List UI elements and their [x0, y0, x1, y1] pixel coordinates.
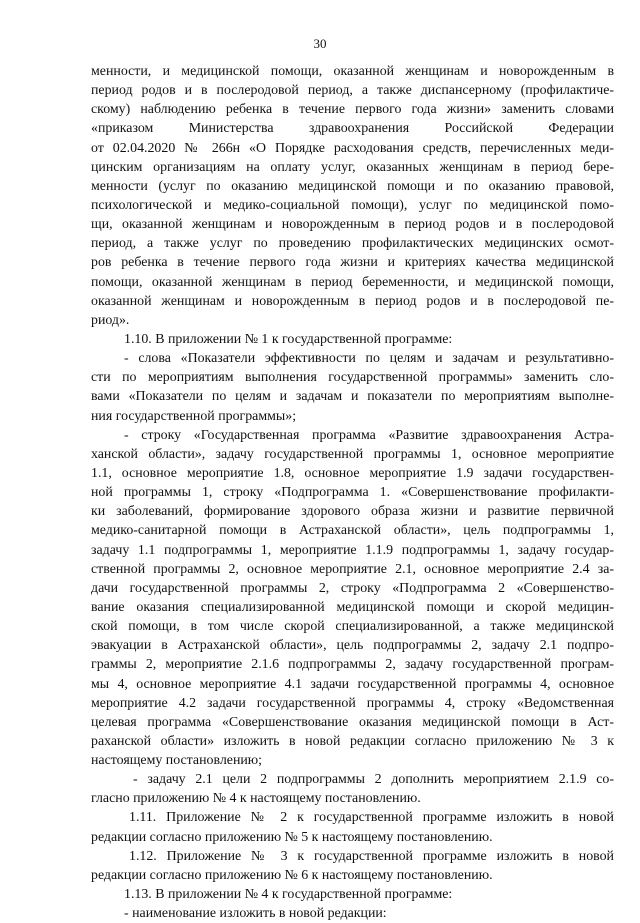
text-line: 1.10. В приложении № 1 к государственной программе: — [124, 331, 453, 347]
text-line: раханской области» изложить в новой редакции согласно приложению № 3 к — [91, 733, 614, 749]
text-line: эвакуации в Астраханской области», цель подпрограммы 2, задачу 2.1 подпро- — [91, 638, 614, 654]
text-line: гласно приложению № 4 к настоящему постановлению. — [91, 791, 421, 807]
text-line: период родов и в послеродовой период, а также диспансерному (профилактиче- — [91, 83, 614, 99]
text-line: медико-санитарной помощи в Астраханской области», цель подпрограммы 1, — [91, 523, 614, 539]
text-line: дачи государственной программы 2, строку «Подпрограмма 2 «Совершенство- — [91, 580, 614, 596]
text-line: настоящему постановлению; — [91, 753, 263, 769]
text-line: помощи, оказанной женщинам в период беременности, и медицинской помощи, — [91, 274, 614, 290]
text-line: риод». — [91, 312, 130, 328]
text-line: редакции согласно приложению № 6 к настоящему постановлению. — [91, 867, 493, 883]
text-line: редакции согласно приложению № 5 к настоящему постановлению. — [91, 829, 493, 845]
text-line: ния государственной программы»; — [91, 408, 297, 424]
text-line: - строку «Государственная программа «Развитие здравоохранения Астра- — [124, 427, 614, 443]
text-line: вание оказания специализированной медицинской помощи и скорой медицин- — [91, 599, 614, 615]
text-line: оказанной женщинам и новорожденным в период родов и в послеродовой пе- — [91, 293, 614, 309]
text-line: 1.12. Приложение № 3 к государственной программе изложить в новой — [129, 848, 614, 864]
text-line: от 02.04.2020 № 266н «О Порядке расходования средств, перечисленных меди- — [91, 140, 614, 156]
text-line: психологической и медико-социальной помощи), услуг по медицинской помо- — [91, 197, 614, 213]
text-line: мы 4, основное мероприятие 4.1 задачи государственной программы 4, основное — [91, 676, 614, 692]
text-line: щи, оказанной женщинам и новорожденным в период родов и в послеродовой — [91, 217, 614, 233]
text-line: ственной программы 2, основное мероприятие 2.1, основное мероприятие 2.4 за- — [91, 561, 614, 577]
text-line: период, а также услуг по проведению профилактических медицинских осмот- — [91, 236, 614, 252]
text-line: сти по мероприятиям выполнения государственной программы» заменить сло- — [91, 370, 614, 386]
text-line: задачу 1.1 подпрограммы 1, мероприятие 1.1.9 подпрограммы 1, задачу государ- — [91, 542, 614, 558]
text-line: вами «Показатели по целям и задачам и показатели по мероприятиям выполне- — [91, 389, 614, 405]
text-line: менности (услуг по оказанию медицинской помощи и по оказанию правовой, — [91, 178, 614, 194]
text-line: - наименование изложить в новой редакции: — [124, 906, 387, 922]
text-line: ской помощи, в том числе скорой специализированной, а также медицинской — [91, 619, 614, 635]
text-line: ров ребенка в течение первого года жизни и критериях качества медицинской — [91, 255, 614, 271]
text-line: ной программы 1, строку «Подпрограмма 1. «Совершенствование профилакти- — [91, 485, 614, 501]
text-line: - задачу 2.1 цели 2 подпрограммы 2 дополнить мероприятием 2.1.9 со- — [133, 772, 614, 788]
text-line: цинским организациям на оплату услуг, оказанных женщинам в период бере- — [91, 159, 614, 175]
text-line: граммы 2, мероприятие 2.1.6 подпрограммы 2, задачу государственной програм- — [91, 657, 614, 673]
text-line: 1.1, основное мероприятие 1.8, основное мероприятие 1.9 задачи государствен- — [91, 465, 614, 481]
text-line: ки заболеваний, формирование здорового образа жизни и развитие первичной — [91, 504, 614, 520]
text-line: скому) наблюдению ребенка в течение первого года жизни» заменить словами — [91, 102, 614, 118]
text-line: ханской области», задачу государственной программы 1, основное мероприятие — [91, 446, 614, 462]
text-line: - слова «Показатели эффективности по целям и задачам и результативно- — [124, 351, 614, 367]
text-line: целевая программа «Совершенствование оказания медицинской помощи в Аст- — [91, 714, 614, 730]
text-line: 1.13. В приложении № 4 к государственной программе: — [124, 887, 453, 903]
document-body — [91, 62, 614, 923]
text-line: мероприятие 4.2 задачи государственной программы 4, строку «Ведомственная — [91, 695, 614, 711]
page-number: 30 — [313, 36, 327, 51]
text-line: «приказом Министерства здравоохранения Российской Федерации — [91, 121, 614, 137]
text-line: менности, и медицинской помощи, оказанной женщинам и новорожденным в — [91, 64, 614, 79]
text-line: 1.11. Приложение № 2 к государственной программе изложить в новой — [129, 810, 614, 826]
